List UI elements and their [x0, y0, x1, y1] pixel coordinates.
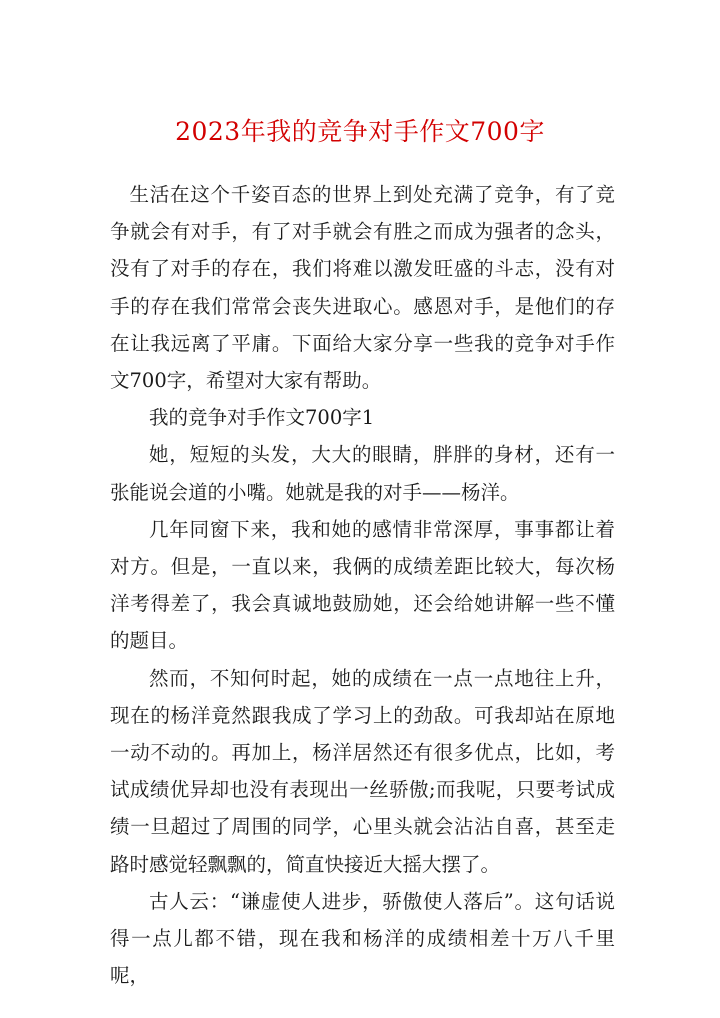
section-heading: 我的竞争对手作文700字1	[149, 406, 375, 430]
intro-paragraph: 生活在这个千姿百态的世界上到处充满了竞争，有了竞争就会有对手，有了对手就会有胜之而成为强者的念头，没有了对手的存在，我们将难以激发旺盛的斗志，没有对手的存在我们常常会丧失进取心。感恩对手，是他们的存在让我远离了平庸。下面给大家分享一些我的竞争对手作文700字，希望对大家有帮助。	[110, 183, 615, 393]
body-paragraph: 然而，不知何时起，她的成绩在一点一点地往上升，现在的杨洋竟然跟我成了学习上的劲敌。可我却站在原地一动不动的。再加上，杨洋居然还有很多优点，比如，考试成绩优异却也没有表现出一丝骄傲;而我呢，只要考试成绩一旦超过了周围的同学，心里头就会沾沾自喜，甚至走路时感觉轻飘飘的，简直快接近大摇大摆了。	[110, 666, 615, 876]
document-title: 2023年我的竞争对手作文700字	[175, 117, 545, 146]
body-paragraph: 她，短短的头发，大大的眼睛，胖胖的身材，还有一张能说会道的小嘴。她就是我的对手——杨洋。	[110, 443, 615, 504]
document-body	[110, 176, 615, 994]
body-paragraph: 古人云：“谦虚使人进步，骄傲使人落后”。这句话说得一点儿都不错，现在我和杨洋的成绩相差十万八千里呢，	[110, 889, 615, 988]
body-paragraph: 几年同窗下来，我和她的感情非常深厚，事事都让着对方。但是，一直以来，我俩的成绩差距比较大，每次杨洋考得差了，我会真诚地鼓励她，还会给她讲解一些不懂的题目。	[110, 517, 615, 653]
